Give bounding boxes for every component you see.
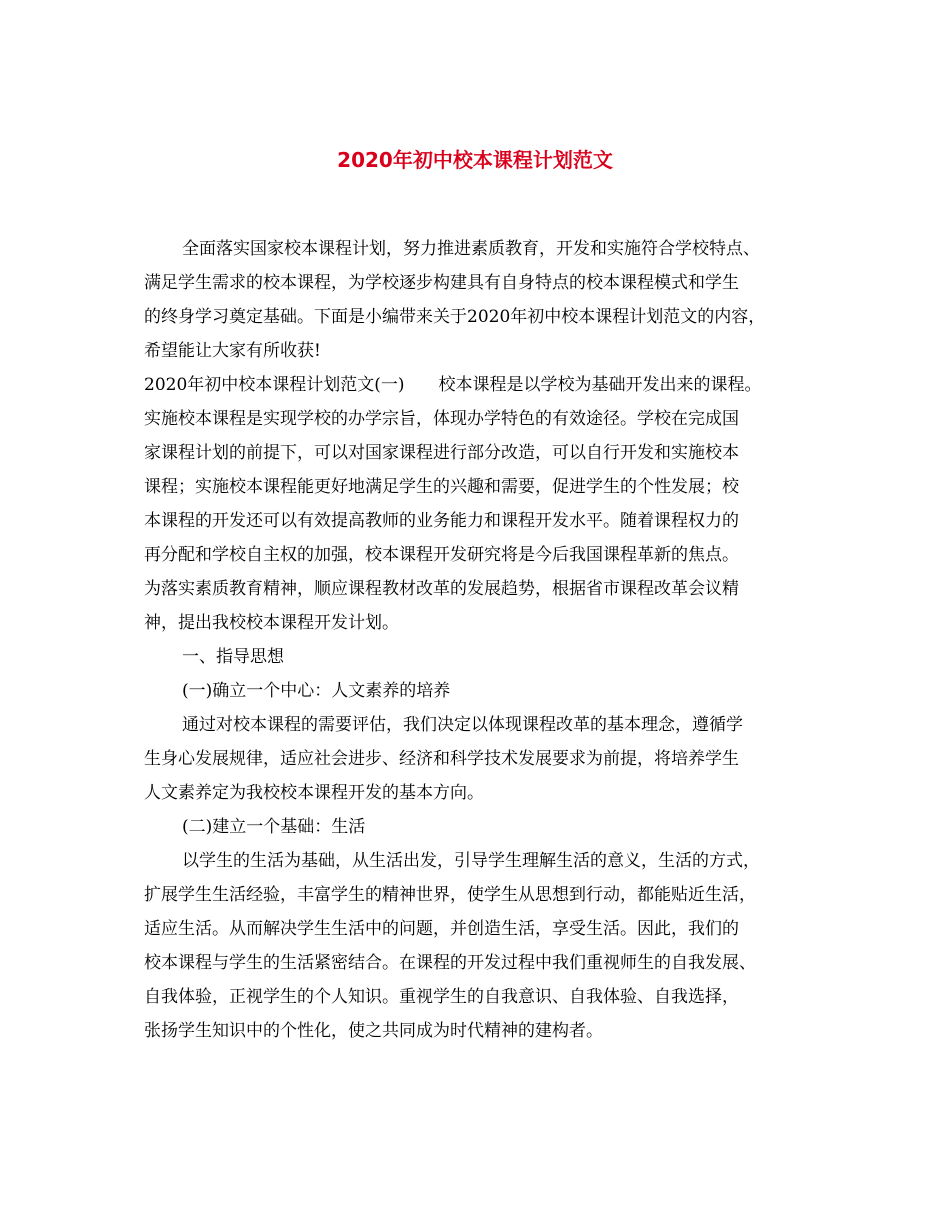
paragraph-line: 家课程计划的前提下，可以对国家课程进行部分改造，可以自行开发和实施校本 — [144, 443, 739, 463]
paragraph-line: 人文素养定为我校校本课程开发的基本方向。 — [144, 783, 484, 803]
paragraph-line: 全面落实国家校本课程计划，努力推进素质教育，开发和实施符合学校特点、 — [182, 239, 760, 259]
paragraph-line: 校本课程与学生的生活紧密结合。在课程的开发过程中我们重视师生的自我发展、 — [144, 953, 756, 973]
paragraph-line: 神，提出我校校本课程开发计划。 — [144, 613, 399, 633]
paragraph-line: (二)建立一个基础：生活 — [182, 817, 366, 837]
paragraph-line: 希望能让大家有所收获! — [144, 341, 321, 361]
paragraph-line: 满足学生需求的校本课程，为学校逐步构建具有自身特点的校本课程模式和学生 — [144, 273, 739, 293]
paragraph-line: 实施校本课程是实现学校的办学宗旨，体现办学特色的有效途径。学校在完成国 — [144, 409, 739, 429]
paragraph-line: 再分配和学校自主权的加强，校本课程开发研究将是今后我国课程革新的焦点。 — [144, 545, 739, 565]
paragraph-line: 为落实素质教育精神，顺应课程教材改革的发展趋势，根据省市课程改革会议精 — [144, 579, 739, 599]
paragraph-line: 2020年初中校本课程计划范文(一) 校本课程是以学校为基础开发出来的课程。 — [144, 375, 762, 395]
paragraph-line: 张扬学生知识中的个性化，使之共同成为时代精神的建构者。 — [144, 1021, 603, 1041]
document-body — [144, 232, 814, 1048]
paragraph-line: 的终身学习奠定基础。下面是小编带来关于2020年初中校本课程计划范文的内容， — [144, 307, 766, 327]
paragraph-line: 适应生活。从而解决学生生活中的问题，并创造生活，享受生活。因此，我们的 — [144, 919, 739, 939]
paragraph-line: 扩展学生生活经验，丰富学生的精神世界，使学生从思想到行动，都能贴近生活， — [144, 885, 756, 905]
paragraph-line: 生身心发展规律，适应社会进步、经济和科学技术发展要求为前提，将培养学生 — [144, 749, 739, 769]
paragraph-line: (一)确立一个中心：人文素养的培养 — [182, 681, 451, 701]
document-title: 2020年初中校本课程计划范文 — [337, 148, 613, 172]
paragraph-line: 以学生的生活为基础，从生活出发，引导学生理解生活的意义，生活的方式， — [182, 851, 760, 871]
paragraph-line: 课程；实施校本课程能更好地满足学生的兴趣和需要，促进学生的个性发展；校 — [144, 477, 739, 497]
paragraph-line: 一、指导思想 — [182, 647, 284, 667]
paragraph-line: 本课程的开发还可以有效提高教师的业务能力和课程开发水平。随着课程权力的 — [144, 511, 739, 531]
paragraph-line: 通过对校本课程的需要评估，我们决定以体现课程改革的基本理念，遵循学 — [182, 715, 743, 735]
paragraph-line: 自我体验，正视学生的个人知识。重视学生的自我意识、自我体验、自我选择， — [144, 987, 739, 1007]
